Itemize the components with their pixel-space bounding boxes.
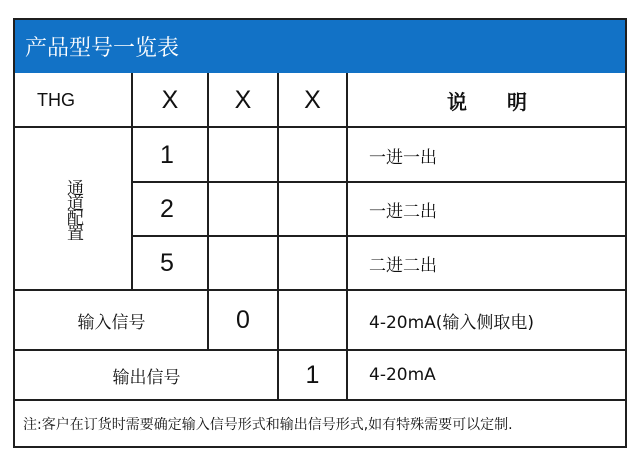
order-note: 注:客户在订货时需要确定输入信号形式和输出信号形式,如有特殊需要可以定制. <box>23 417 513 433</box>
model-table <box>13 18 627 448</box>
row-divider <box>15 349 627 351</box>
channel-code-5: 5 <box>160 248 174 277</box>
output-signal-label: 输出信号 <box>112 367 181 388</box>
input-signal-code: 0 <box>236 305 250 334</box>
input-signal-label: 输入信号 <box>77 312 146 333</box>
channel-code-2: 2 <box>160 194 174 223</box>
table-title: 产品型号一览表 <box>15 20 625 73</box>
channel-desc-1: 一进一出 <box>369 147 437 168</box>
row-divider <box>15 289 627 291</box>
model-prefix: THG <box>37 90 75 110</box>
output-signal-desc: 4-20mA <box>369 365 436 385</box>
code-column-3-header: X <box>304 86 321 114</box>
channel-desc-3: 二进二出 <box>369 255 437 276</box>
channel-desc-2: 一进二出 <box>369 201 437 222</box>
description-header: 说 明 <box>447 90 527 114</box>
code-column-1-header: X <box>161 86 179 114</box>
column-divider <box>131 73 133 290</box>
column-divider <box>346 73 348 400</box>
column-divider <box>207 73 209 350</box>
row-divider <box>15 399 627 401</box>
code-column-2-header: X <box>234 86 252 114</box>
channel-config-label: 通道配置 <box>63 179 83 239</box>
row-divider <box>15 126 627 128</box>
channel-code-1: 1 <box>160 140 174 169</box>
input-signal-desc: 4-20mA(输入侧取电) <box>369 312 535 333</box>
output-signal-code: 1 <box>305 360 320 389</box>
column-divider <box>277 73 279 400</box>
